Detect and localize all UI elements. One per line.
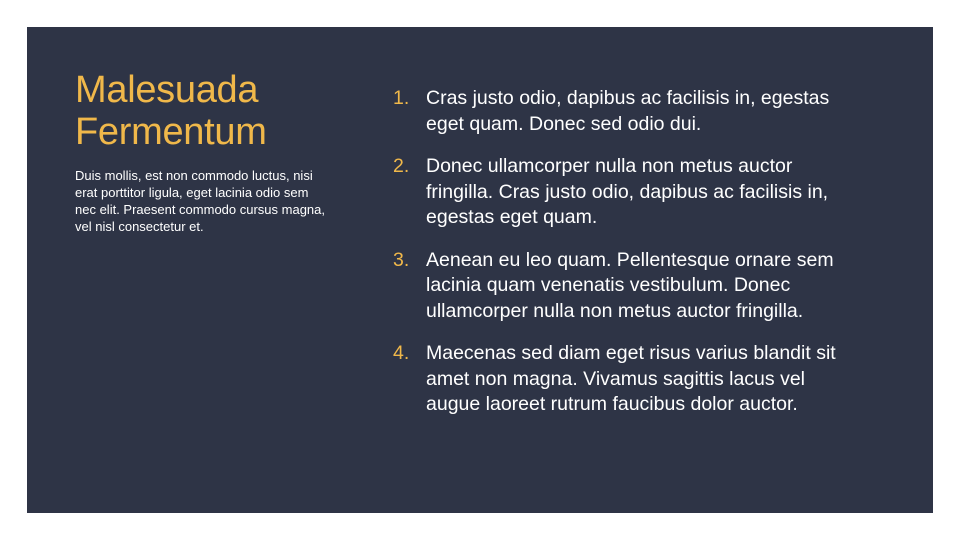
list-item-text: Maecenas sed diam eget risus varius blandit sit amet non magna. Vivamus sagittis lacus vel augue laoreet rutrum faucibus dolor auctor. bbox=[426, 342, 836, 415]
list-item bbox=[393, 341, 863, 418]
list-item bbox=[393, 248, 863, 325]
list-item-number: 2. bbox=[393, 155, 410, 177]
list-item bbox=[393, 86, 863, 137]
list-item-text: Cras justo odio, dapibus ac facilisis in, egestas eget quam. Donec sed odio dui. bbox=[426, 87, 830, 135]
slide-title: Malesuada Fermentum bbox=[75, 69, 267, 153]
numbered-list bbox=[393, 86, 863, 435]
list-item-number: 1. bbox=[393, 87, 410, 109]
list-item bbox=[393, 154, 863, 231]
slide-subtitle: Duis mollis, est non commodo luctus, nisi erat porttitor ligula, eget lacinia odio sem nec elit. Praesent commodo cursus magna, vel nisl consectetur et. bbox=[75, 168, 326, 234]
list-item-number: 3. bbox=[393, 248, 410, 271]
slide bbox=[27, 27, 933, 513]
list-item-text: Donec ullamcorper nulla non metus auctor fringilla. Cras justo odio, dapibus ac facilisis in, egestas eget quam. bbox=[426, 155, 829, 228]
list-item-number: 4. bbox=[393, 342, 410, 364]
list-item-text: Aenean eu leo quam. Pellentesque ornare sem lacinia quam venenatis vestibulum. Donec ullamcorper nulla non metus auctor fringilla. bbox=[426, 248, 834, 322]
